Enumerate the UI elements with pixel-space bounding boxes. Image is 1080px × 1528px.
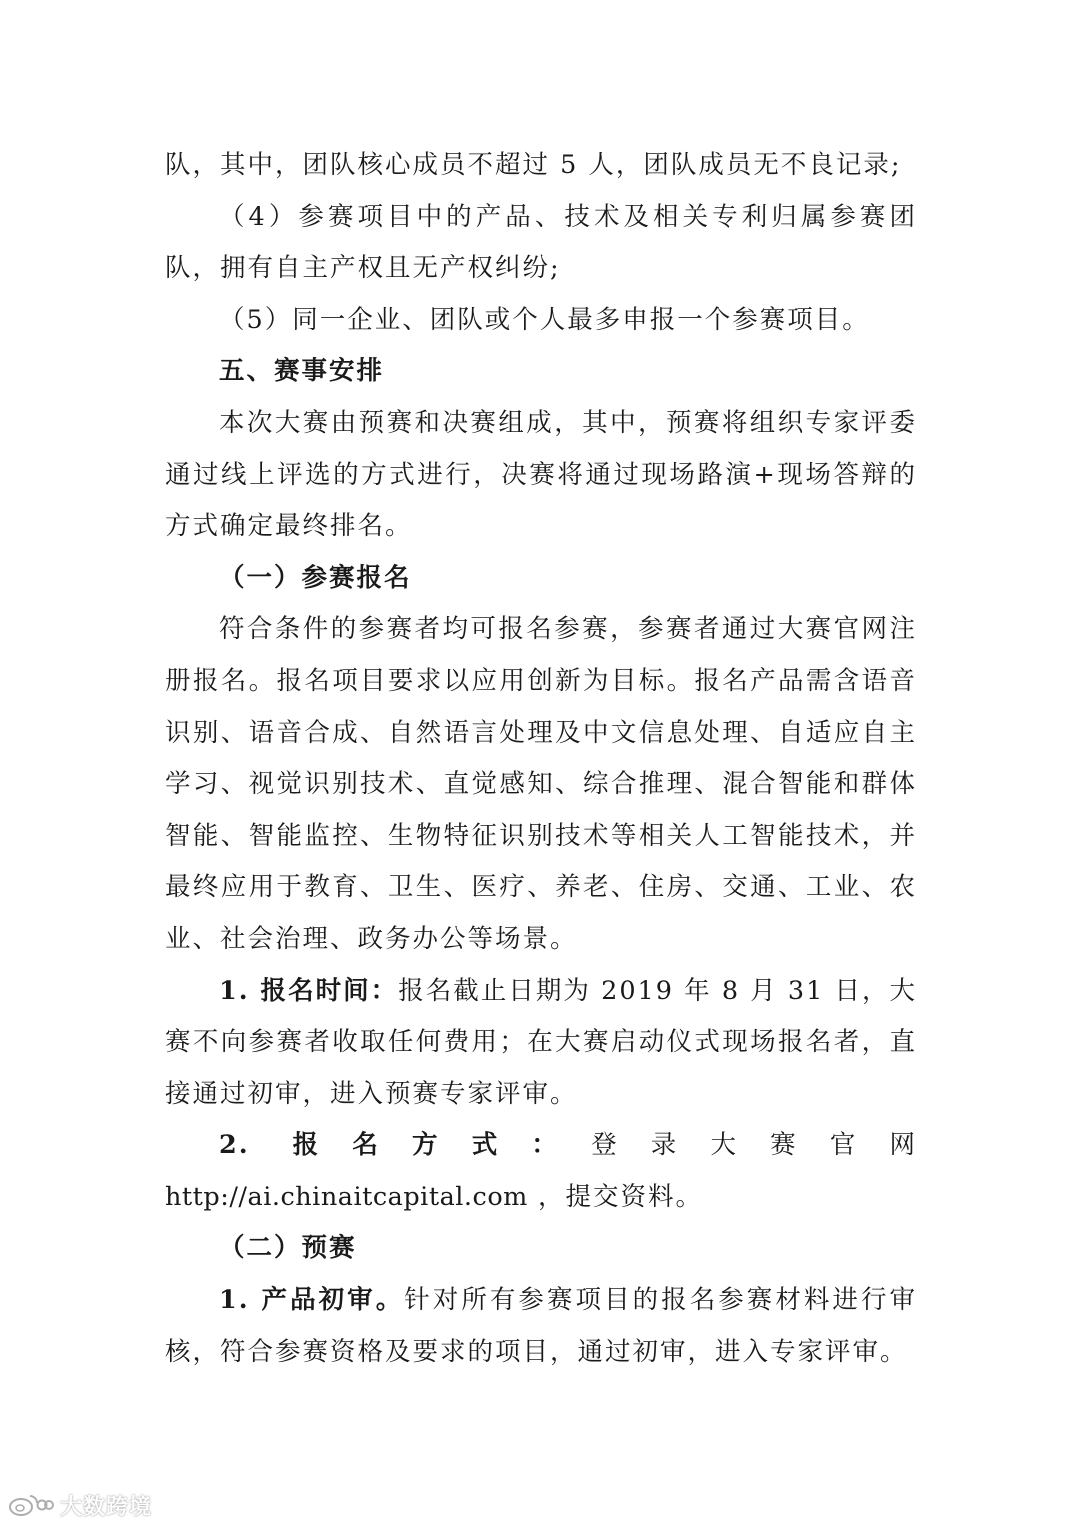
paragraph-initial-review [165, 1275, 917, 1378]
registration-method-label: 2. 报名方式： [219, 1130, 592, 1161]
document-body [165, 140, 917, 1378]
initial-review-text: 针对所有参赛项目的报名参赛材料进行审核，符合参赛资格及要求的项目，通过初审，进入专家评审。 [165, 1285, 917, 1367]
subsection-heading-registration: （一）参赛报名 [219, 562, 412, 593]
paragraph-registration-details: 符合条件的参赛者均可报名参赛，参赛者通过大赛官网注册报名。报名项目要求以应用创新为目标。报名产品需含语音识别、语音合成、自然语言处理及中文信息处理、自适应自主学习、视觉识别技术、直觉感知、综合推理、混合智能和群体智能、智能监控、生物特征识别技术等相关人工智能技术，并最终应用于教育、卫生、医疗、养老、住房、交通、工业、农业、社会治理、政务办公等场景。 [165, 614, 917, 954]
section-heading-schedule: 五、赛事安排 [219, 356, 385, 387]
paragraph-team-continuation: 队，其中，团队核心成员不超过 5 人，团队成员无不良记录; [165, 150, 902, 180]
paragraph-schedule-intro: 本次大赛由预赛和决赛组成，其中，预赛将组织专家评委通过线上评选的方式进行，决赛将通过现场路演+现场答辩的方式确定最终排名。 [165, 407, 917, 542]
watermark [8, 1488, 152, 1522]
paragraph-registration-method [165, 1120, 917, 1223]
weibo-logo-icon [8, 1492, 54, 1518]
paragraph-item-5: （5）同一企业、团队或个人最多申报一个参赛项目。 [219, 304, 870, 335]
initial-review-label: 1. 产品初审。 [219, 1285, 405, 1316]
official-website-url: http://ai.chinaitcapital.com [165, 1181, 528, 1212]
registration-method-text-a: 登录大赛官网 [591, 1130, 917, 1161]
paragraph-item-4: （4）参赛项目中的产品、技术及相关专利归属参赛团队，拥有自主产权且无产权纠纷; [165, 201, 917, 284]
subsection-heading-preliminary: （二）预赛 [219, 1233, 357, 1264]
watermark-text: 大数跨境 [60, 1494, 153, 1520]
registration-time-text: 报名截止日期为 2019 年 8 月 31 日，大赛不向参赛者收取任何费用；在大赛启动仪式现场报名者，直接通过初审，进入预赛专家评审。 [165, 975, 918, 1109]
paragraph-registration-time [165, 966, 917, 1121]
registration-time-label: 1. 报名时间： [219, 975, 399, 1006]
registration-method-text-b: ，提交资料。 [527, 1181, 703, 1212]
